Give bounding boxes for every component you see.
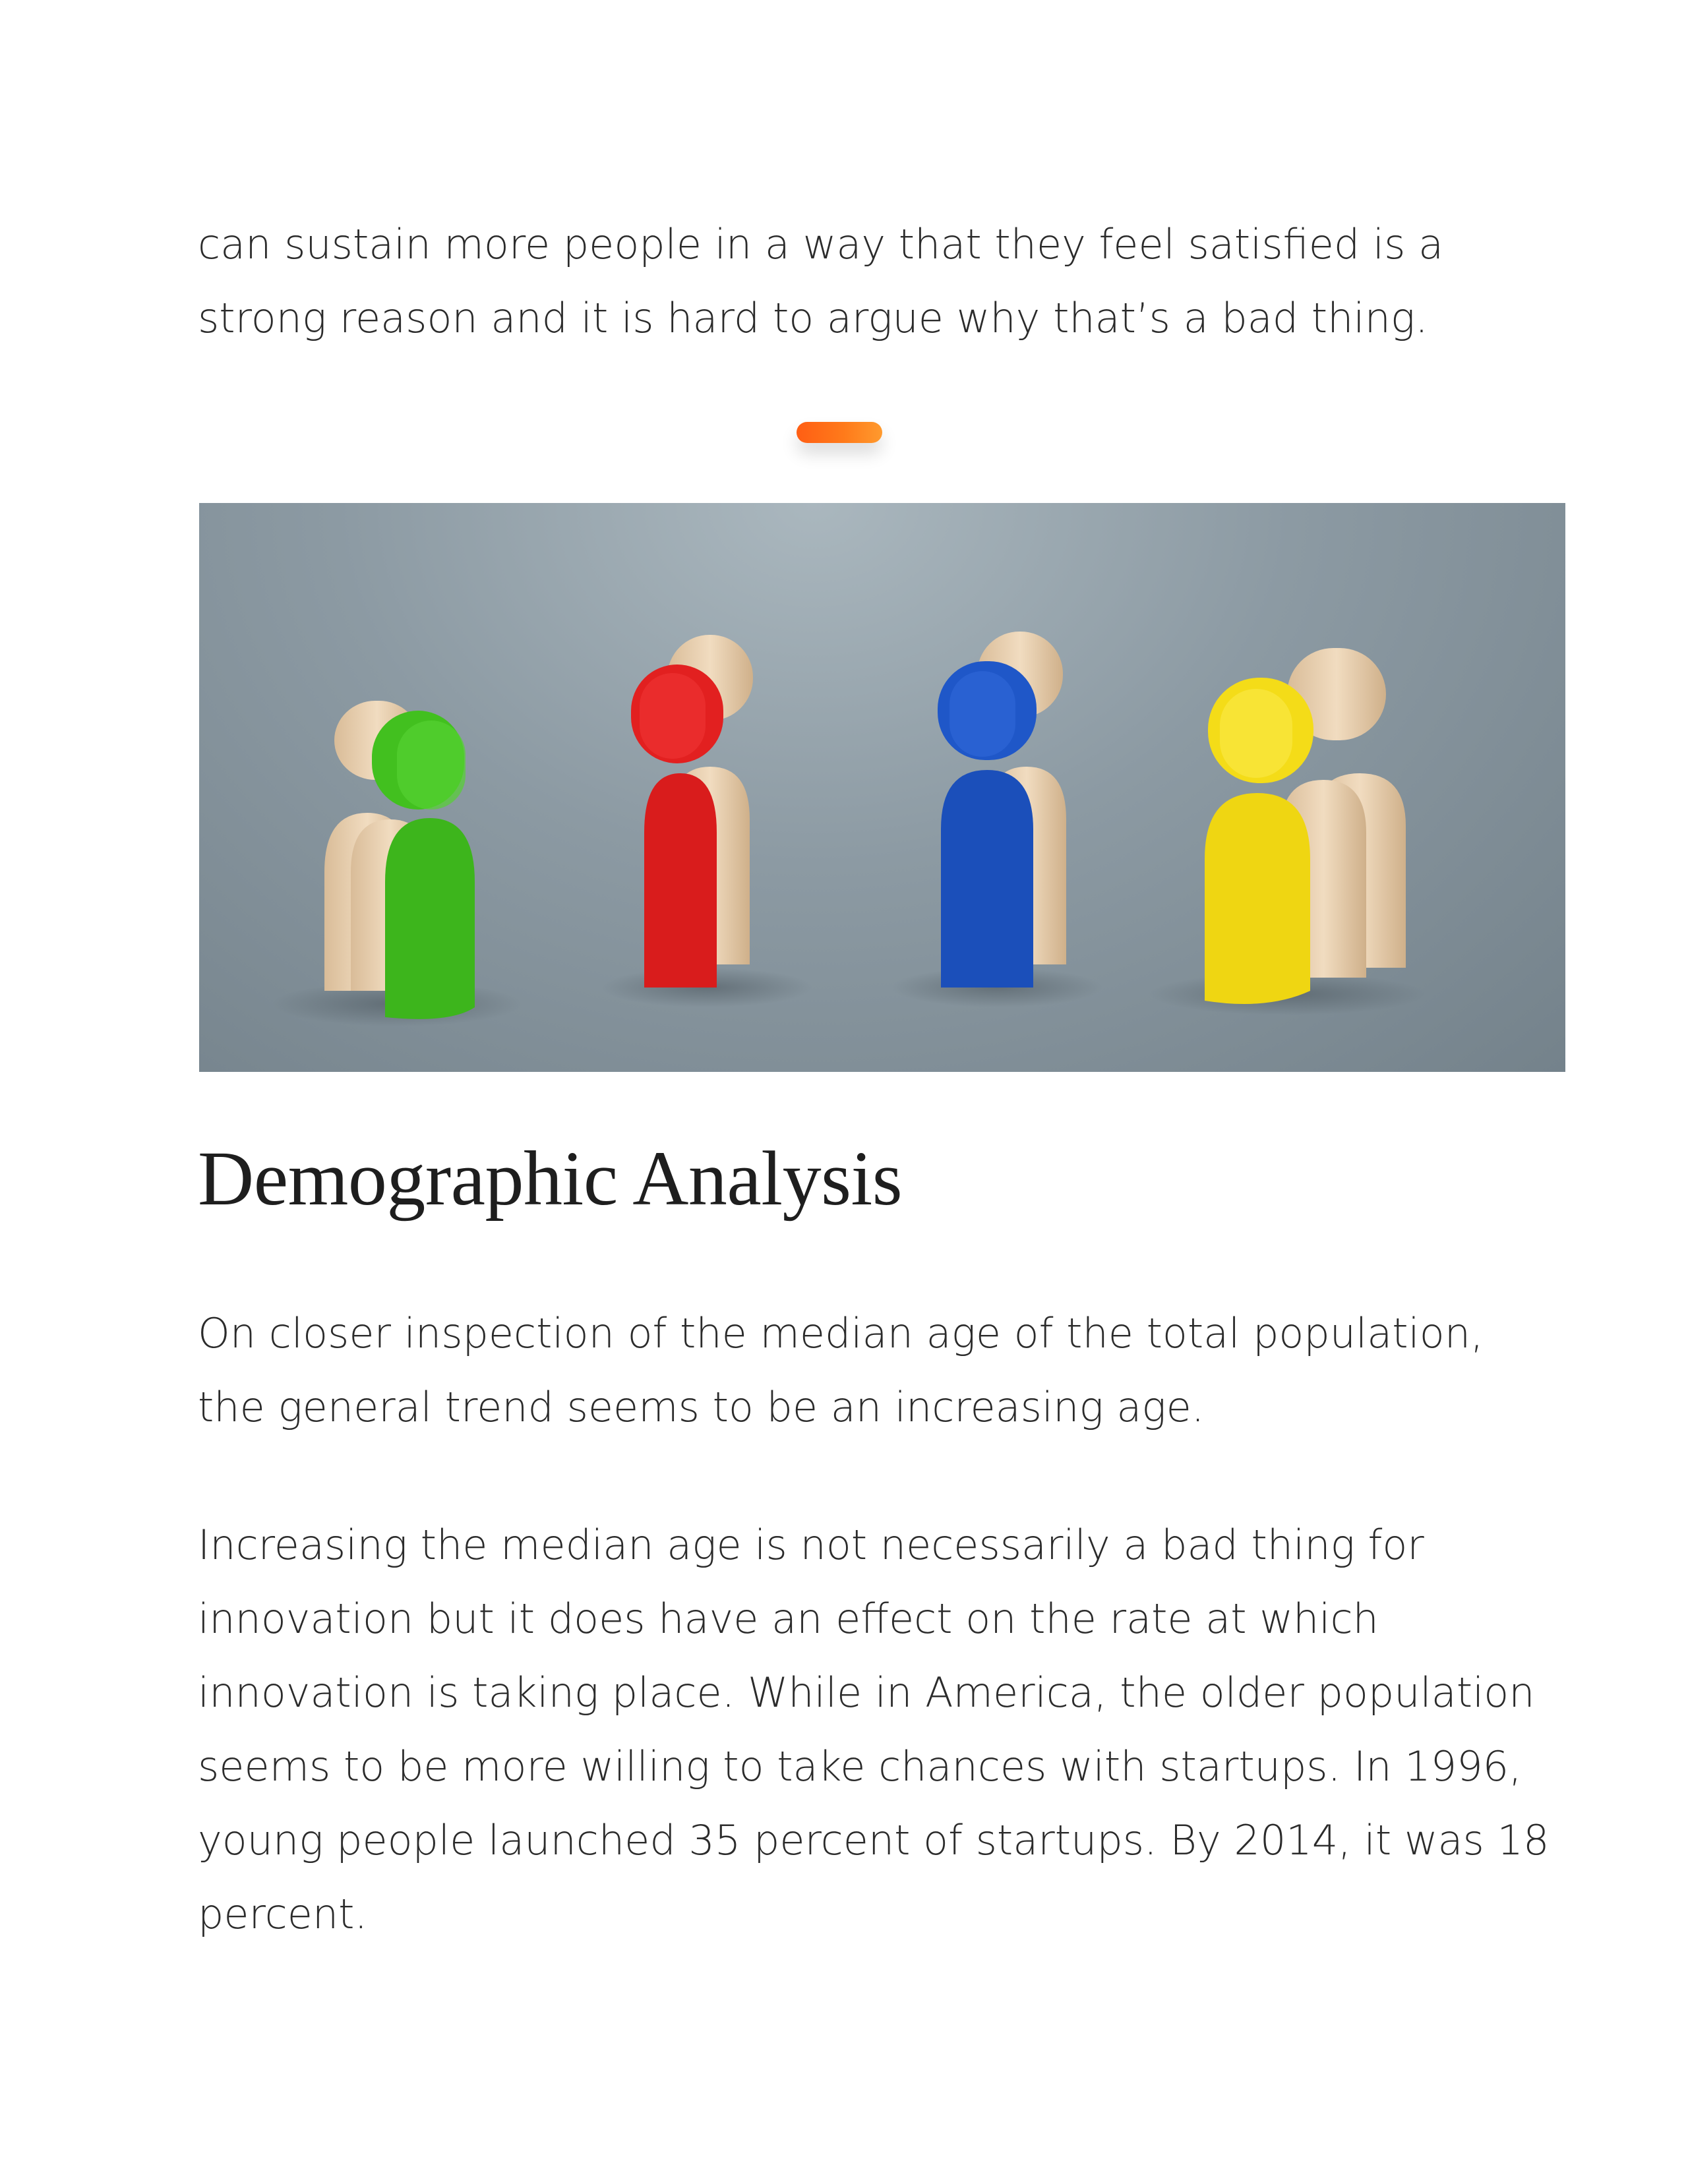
section-heading: Demographic Analysis xyxy=(198,1135,903,1222)
figure-group-green xyxy=(272,701,522,1026)
figure-group-red xyxy=(601,635,812,1007)
figure-group-yellow xyxy=(1149,648,1426,1015)
figure-group-blue xyxy=(891,632,1102,1007)
paragraph-median-age: On closer inspection of the median age of the total population, the general trend seems to be an increasing age. xyxy=(198,1309,1484,1431)
section-divider xyxy=(797,422,882,443)
red-figure xyxy=(631,664,723,988)
green-figure xyxy=(372,711,475,1019)
yellow-figure xyxy=(1205,678,1313,1004)
blue-figure xyxy=(938,661,1037,988)
paragraph-innovation: Increasing the median age is not necessarily a bad thing for innovation but it does have an effect on the rate at which innovation is taking place. While in America, the older population seems to be more willing to take chances with startups. In 1996, young people launched 35 percent of startups. By 2014, it was 18 percent. xyxy=(198,1521,1550,1938)
article-photo xyxy=(199,503,1565,1072)
intro-paragraph: can sustain more people in a way that they feel satisfied is a strong reason and it is hard to argue why that’s a bad thing. xyxy=(198,220,1444,342)
